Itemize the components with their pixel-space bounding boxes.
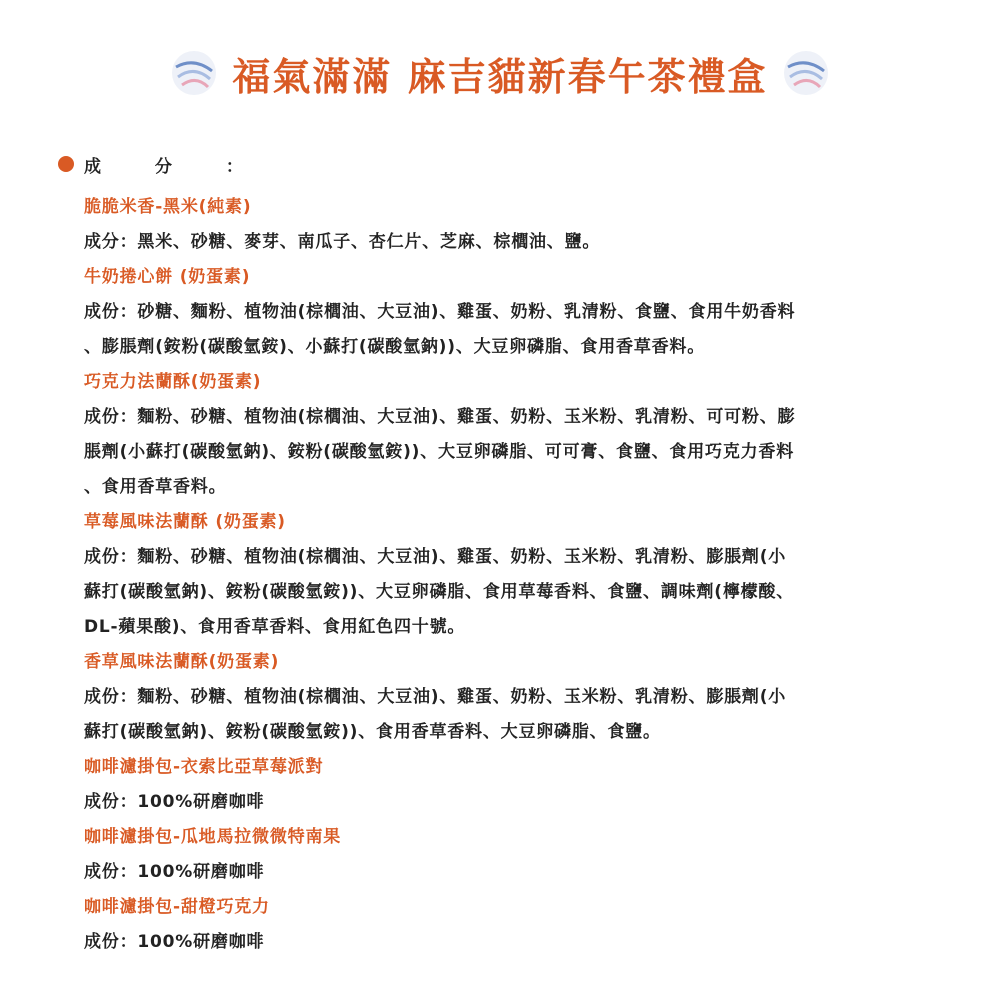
product-name: 牛奶捲心餅 (奶蛋素): [84, 267, 251, 287]
product-name: 咖啡濾掛包-瓜地馬拉微微特南果: [84, 827, 342, 847]
product-name: 巧克力法蘭酥(奶蛋素): [84, 372, 262, 392]
ingredients-list: [84, 190, 944, 960]
ingredients-text: DL-蘋果酸)、食用香草香料、食用紅色四十號。: [84, 617, 466, 637]
section-label: 成 分 ：: [84, 156, 267, 177]
product-block: [84, 820, 944, 890]
product-name: 咖啡濾掛包-衣索比亞草莓派對: [84, 757, 324, 777]
product-block: [84, 365, 944, 505]
product-block: [84, 505, 944, 645]
ingredients-text: 蘇打(碳酸氫鈉)、銨粉(碳酸氫銨))、大豆卵磷脂、食用草莓香料、食鹽、調味劑(檸檬酸、: [84, 582, 795, 602]
ingredients-text: 成份：麵粉、砂糖、植物油(棕櫚油、大豆油)、雞蛋、奶粉、玉米粉、乳清粉、可可粉、膨: [84, 407, 796, 427]
bullet-dot-icon: [58, 156, 74, 172]
product-block: [84, 260, 944, 365]
product-name: 草莓風味法蘭酥 (奶蛋素): [84, 512, 286, 532]
product-block: [84, 645, 944, 750]
section-heading: [58, 150, 267, 178]
ingredients-text: 成份：100%研磨咖啡: [84, 862, 265, 882]
product-block: [84, 190, 944, 260]
ingredients-text: 成份：砂糖、麵粉、植物油(棕櫚油、大豆油)、雞蛋、奶粉、乳清粉、食鹽、食用牛奶香料: [84, 302, 796, 322]
ingredients-text: 成份：麵粉、砂糖、植物油(棕櫚油、大豆油)、雞蛋、奶粉、玉米粉、乳清粉、膨脹劑(小: [84, 547, 787, 567]
ingredients-text: 成分：黑米、砂糖、麥芽、南瓜子、杏仁片、芝麻、棕櫚油、鹽。: [84, 232, 601, 252]
product-name: 脆脆米香-黑米(純素): [84, 197, 252, 217]
ingredients-text: 成份：麵粉、砂糖、植物油(棕櫚油、大豆油)、雞蛋、奶粉、玉米粉、乳清粉、膨脹劑(小: [84, 687, 787, 707]
ingredients-text: 、食用香草香料。: [84, 477, 227, 497]
ingredients-text: 、膨脹劑(銨粉(碳酸氫銨)、小蘇打(碳酸氫鈉))、大豆卵磷脂、食用香草香料。: [84, 337, 706, 357]
swirl-emblem-icon: [782, 49, 830, 97]
ingredients-text: 蘇打(碳酸氫鈉)、銨粉(碳酸氫銨))、食用香草香料、大豆卵磷脂、食鹽。: [84, 722, 661, 742]
ingredients-text: 成份：100%研磨咖啡: [84, 932, 265, 952]
ingredients-text: 脹劑(小蘇打(碳酸氫鈉)、銨粉(碳酸氫銨))、大豆卵磷脂、可可膏、食鹽、食用巧克力香料: [84, 442, 795, 462]
product-block: [84, 890, 944, 960]
page-title: 福氣滿滿 麻吉貓新春午茶禮盒: [232, 54, 768, 99]
product-block: [84, 750, 944, 820]
swirl-emblem-icon: [170, 49, 218, 97]
product-name: 香草風味法蘭酥(奶蛋素): [84, 652, 280, 672]
ingredients-text: 成份：100%研磨咖啡: [84, 792, 265, 812]
product-name: 咖啡濾掛包-甜橙巧克力: [84, 897, 270, 917]
header: [0, 38, 1000, 108]
